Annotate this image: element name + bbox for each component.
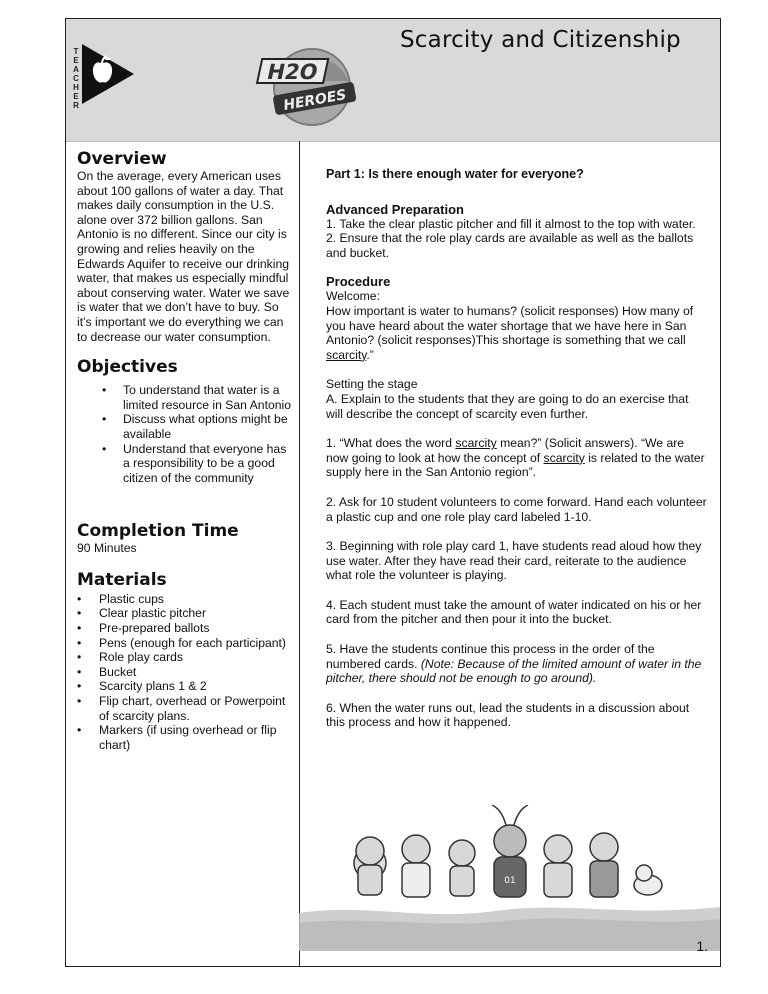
material-text: Pre-prepared ballots (99, 621, 210, 636)
step-5 (326, 642, 708, 686)
teacher-vertical-label (72, 47, 80, 110)
apple-teacher-icon (80, 44, 136, 104)
welcome-label: Welcome: (326, 289, 380, 304)
scarcity-term: scarcity (326, 347, 367, 362)
material-item: • Plastic cups (77, 591, 165, 606)
materials-list (77, 592, 291, 753)
material-text: Pens (enough for each participant) (99, 635, 286, 650)
material-item: • Pre-prepared ballots (77, 621, 210, 636)
teacher-letter: H (73, 83, 79, 92)
material-item: • Role play cards (77, 650, 183, 665)
right-column (300, 141, 721, 881)
objective-text: Discuss what options might be available (123, 412, 288, 441)
step1-text-end: is related to the water supply here in the San Antonio region”. (326, 450, 705, 480)
overview-text: On the average, every American uses about 100 gallons of water a day. That makes daily consumption in the U.S. alone over 372 billion gallons. San Antonio is no different. Since our city is growing and relies heavily on the Edwards Aquifer to receive our drinking water, that makes us especially mindful about conserving water. Water we save is water that we don’t have to buy. So it’s important we do everything we can to decrease our water consumption. (77, 169, 290, 344)
advanced-step: 1. Take the clear plastic pitcher and fill it almost to the top with water. (326, 216, 696, 231)
advanced-step: 2. Ensure that the role play cards are available as well as the ballots and bucket. (326, 231, 694, 260)
teacher-letter: T (73, 47, 79, 56)
left-column (66, 141, 300, 967)
material-item: • Pens (enough for each participant) (77, 635, 286, 650)
scarcity-term: scarcity (543, 450, 585, 465)
teacher-letter: A (73, 65, 79, 74)
material-item: • Flip chart, overhead or Powerpoint of scarcity plans. (77, 694, 286, 723)
objective-item: • To understand that water is a limited resource in San Antonio (102, 383, 292, 412)
material-text: Plastic cups (99, 591, 165, 606)
logo-heroes-text: HEROES (282, 87, 348, 114)
material-item: • Scarcity plans 1 & 2 (77, 679, 207, 694)
page-title: Scarcity and Citizenship (400, 27, 681, 53)
step-4: 4. Each student must take the amount of water indicated on his or her card from the pitcher and then pour it into the bucket. (326, 597, 702, 627)
teacher-letter: R (73, 101, 79, 110)
logo-h2o-text: H2O (264, 60, 320, 85)
step5-note: (Note: Because of the limited amount of water in the pitcher, there should not be enough to go around). (326, 656, 702, 686)
objective-text: To understand that water is a limited resource in San Antonio (123, 383, 292, 412)
h2o-heroes-logo (252, 41, 362, 131)
material-text: Role play cards (99, 650, 183, 665)
completion-heading: Completion Time (77, 521, 239, 542)
header-band (66, 19, 720, 142)
part1-title: Part 1: Is there enough water for everyone? (326, 167, 584, 181)
welcome-text (326, 304, 708, 362)
material-item: • Markers (if using overhead or flip chart) (77, 723, 277, 752)
step-1 (326, 436, 708, 480)
step-2: 2. Ask for 10 student volunteers to come forward. Hand each volunteer a plastic cup and one role play card labeled 1-10. (326, 494, 707, 524)
step-3: 3. Beginning with role play card 1, have students read aloud how they use water. After they have read their card, reiterate to the audience what role the volunteer is playing. (326, 539, 702, 583)
objective-item: • Discuss what options might be available (102, 412, 288, 441)
teacher-letter: C (73, 74, 79, 83)
teacher-letter: E (73, 56, 79, 65)
overview-heading: Overview (77, 149, 167, 169)
procedure-heading: Procedure (326, 274, 391, 290)
objective-text: Understand that everyone has a responsibility to be a good citizen of the community (123, 441, 287, 485)
mascot-jersey-number: 01 (504, 876, 516, 886)
material-text: Scarcity plans 1 & 2 (99, 679, 207, 694)
welcome-text-end: .” (366, 347, 374, 362)
material-item: • Bucket (77, 664, 137, 679)
teacher-letter: E (73, 92, 79, 101)
scarcity-term: scarcity (455, 436, 497, 451)
materials-heading: Materials (77, 569, 167, 590)
stage-step-a: A. Explain to the students that they are going to do an exercise that will describe the concept of scarcity even further. (326, 391, 689, 421)
completion-text: 90 Minutes (77, 541, 137, 556)
welcome-text-part: How important is water to humans? (solicit responses) How many of you have heard about the water shortage that we have here in San Antonio? (solicit responses)This shortage is something that we call (326, 303, 694, 348)
material-text: Bucket (99, 664, 137, 679)
footer-wave-band (66, 899, 720, 951)
material-text: Flip chart, overhead or Powerpoint of scarcity plans. (99, 694, 286, 723)
h2o-heroes-characters-illustration (346, 805, 676, 905)
objectives-list (77, 383, 291, 485)
step1-text-part: mean?” (Solicit answers). “We are now going to look at how the concept of (326, 436, 685, 465)
material-text: Clear plastic pitcher (99, 606, 207, 621)
objective-item: • Understand that everyone has a responsibility to be a good citizen of the community (102, 441, 287, 485)
material-item: • Clear plastic pitcher (77, 606, 207, 621)
step5-text: 5. Have the students continue this process in the order of the numbered cards. (326, 642, 655, 671)
worksheet-page (65, 18, 721, 967)
advanced-preparation-heading: Advanced Preparation (326, 201, 464, 217)
step1-text-part: 1. “What does the word (326, 436, 456, 451)
material-text: Markers (if using overhead or flip chart) (99, 723, 277, 752)
page-number: 1. (696, 938, 708, 954)
step-6: 6. When the water runs out, lead the students in a discussion about this process and how it happened. (326, 700, 690, 730)
objectives-heading: Objectives (77, 357, 178, 378)
setting-stage-label: Setting the stage (326, 377, 418, 392)
